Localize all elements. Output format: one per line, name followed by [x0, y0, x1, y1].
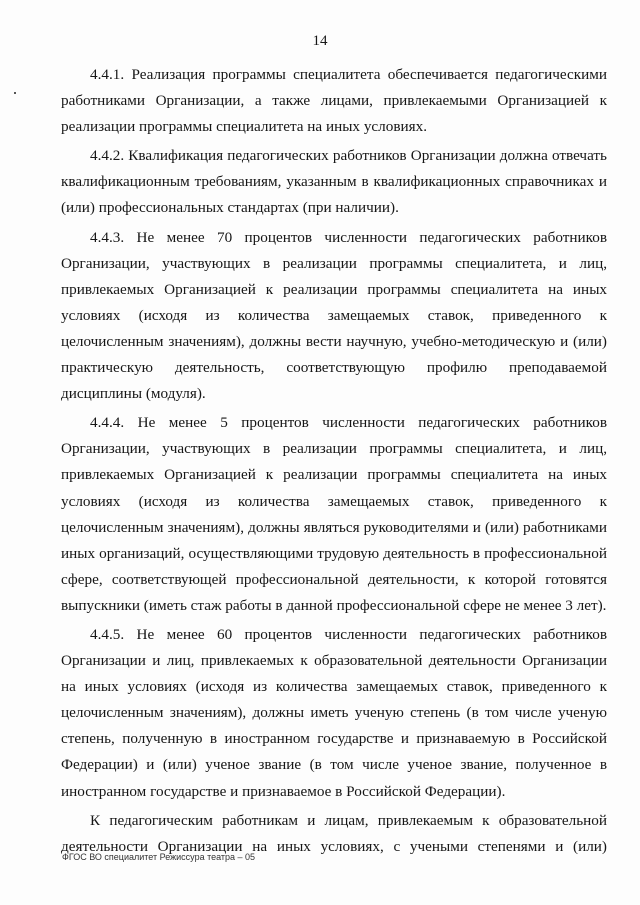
- paragraph-4-4-5: 4.4.5. Не менее 60 процентов численности педагогических работников Организации и лиц, привлекаемых к образовательной деятельности Организации на иных условиях (исходя из количества замещаемых ставок, приведенного к целочисленным значениям), должны иметь ученую степень (в том числе ученую степень, полученную в иностранном государстве и признаваемую в Российской Федерации) и (или) ученое звание (в том числе ученое звание, полученное в иностранном государстве и признаваемое в Российской Федерации).: [61, 625, 607, 800]
- scan-speck: [14, 92, 16, 94]
- paragraph-4-4-2: 4.4.2. Квалификация педагогических работников Организации должна отвечать квалификационным требованиям, указанным в квалификационных справочниках и (или) профессиональных стандартах (при наличии).: [61, 147, 607, 217]
- document-footer: ФГОС ВО специалитет Режиссура театра – 05: [62, 852, 256, 862]
- paragraph-continuation: К педагогическим работникам и лицам, привлекаемым к образовательной деятельности Организации на иных условиях, с учеными степенями и (или): [61, 811, 607, 855]
- paragraph-4-4-4: 4.4.4. Не менее 5 процентов численности педагогических работников Организации, участвующих в реализации программы специалитета, и лиц, привлекаемых Организацией к реализации программы специалитета на иных условиях (исходя из количества замещаемых ставок, приведенного к целочисленным значениям), должны являться руководителями и (или) работниками иных организаций, осуществляющими трудовую деятельность в профессиональной сфере, соответствующей профессиональной деятельности, к которой готовятся выпускники (иметь стаж работы в данной профессиональной сфере не менее 3 лет).: [61, 414, 607, 614]
- document-body: [61, 62, 607, 863]
- paragraph-4-4-1: 4.4.1. Реализация программы специалитета обеспечивается педагогическими работниками Организации, а также лицами, привлекаемыми Организацией к реализации программы специалитета на иных условиях.: [61, 66, 607, 136]
- paragraph-4-4-3: 4.4.3. Не менее 70 процентов численности педагогических работников Организации, участвующих в реализации программы специалитета, и лиц, привлекаемых Организацией к реализации программы специалитета на иных условиях (исходя из количества замещаемых ставок, приведенного к целочисленным значениям), должны вести научную, учебно-методическую и (или) практическую деятельность, соответствующую профилю преподаваемой дисциплины (модуля).: [61, 228, 607, 403]
- page-number: 14: [312, 33, 328, 49]
